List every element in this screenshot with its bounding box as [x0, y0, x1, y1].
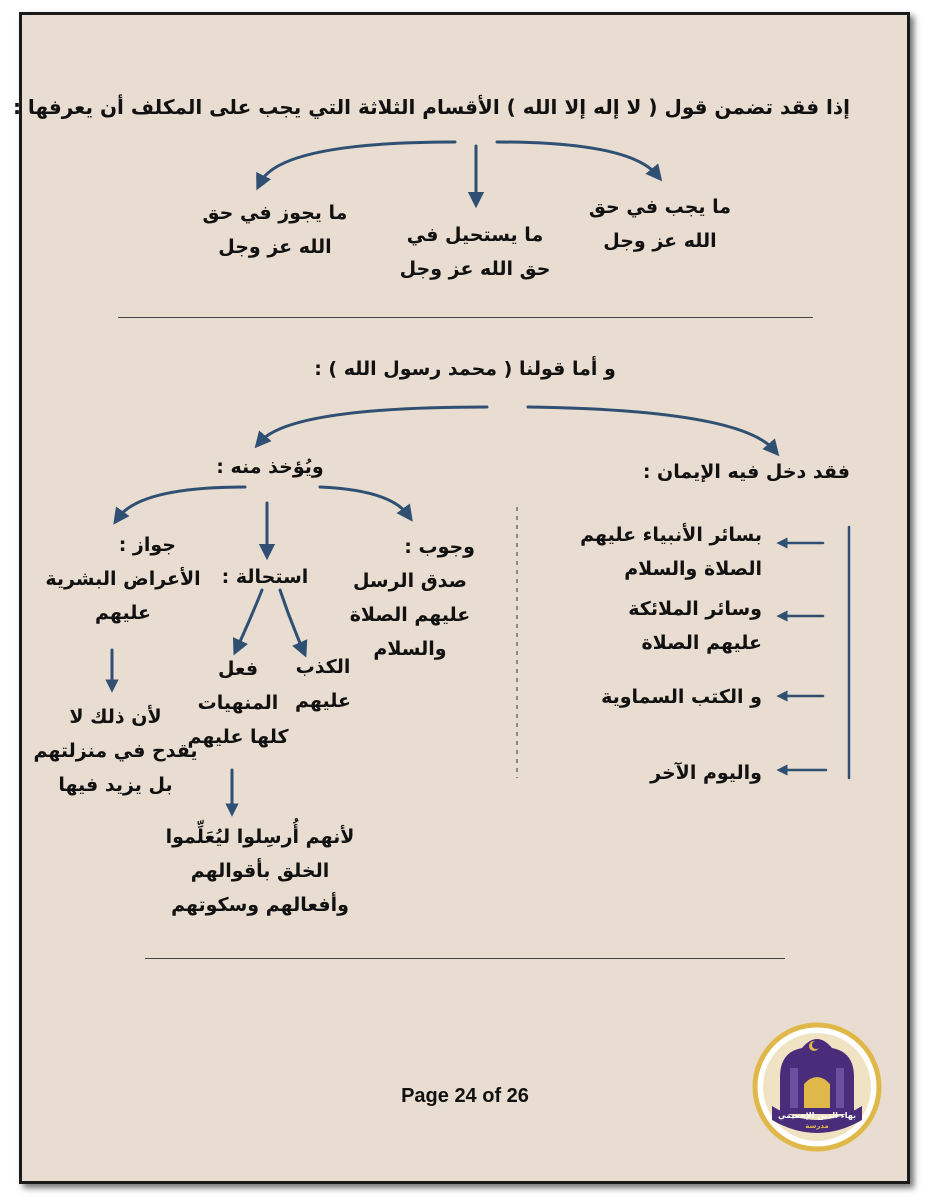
istihala-reason-line1: لأنهم أُرسِلوا ليُعَلِّموا: [165, 826, 355, 848]
branch-jaiz-line1: ما يجوز في حق: [202, 202, 348, 224]
iman-title: فقد دخل فيه الإيمان :: [642, 461, 850, 483]
istihala-fil-line1: فعل: [217, 658, 259, 680]
wujub-line3: والسلام: [373, 638, 447, 660]
yukhadh-title: ويُؤخذ منه :: [216, 456, 324, 478]
arrow-kadhib: [280, 590, 303, 650]
iman-item-books: و الكتب السماوية: [601, 686, 762, 708]
branch-wajib-line2: الله عز وجل: [603, 230, 717, 252]
section1-heading: إذا فقد تضمن قول ( لا إله إلا الله ) الأقسام الثلاثة التي يجب على المكلف أن يعرفها :: [12, 95, 850, 119]
iman-item-angels-line1: وسائر الملائكة: [628, 598, 762, 620]
istihala-reason-line3: وأفعالهم وسكوتهم: [171, 894, 349, 916]
iman-item-angels-line2: عليهم الصلاة: [641, 632, 762, 654]
page-number: Page 24 of 26: [401, 1085, 529, 1107]
istihala-title: استحالة :: [221, 566, 309, 588]
istihala-reason-line2: الخلق بأقوالهم: [190, 860, 330, 882]
branch-jaiz-line2: الله عز وجل: [218, 236, 332, 258]
wujub-line2: عليهم الصلاة: [349, 604, 471, 626]
istihala-kadhib-line1: الكذب: [295, 656, 351, 678]
jawaz-line1: الأعراض البشرية: [45, 568, 201, 590]
istihala-fil-line3: كلها عليهم: [187, 726, 289, 748]
istihala-fil-line2: المنهيات: [197, 692, 279, 714]
arrow-s2-right: [528, 407, 774, 450]
istihala-kadhib-line2: عليهم: [295, 690, 351, 712]
wujub-title: وجوب :: [404, 536, 475, 558]
iman-item-prophets-line1: بسائر الأنبياء عليهم: [580, 524, 762, 546]
jawaz-reason-line3: بل يزيد فيها: [58, 774, 173, 796]
school-logo: [752, 1022, 882, 1152]
arrow-s1-left: [260, 142, 455, 183]
wujub-line1: صدق الرسل: [352, 570, 468, 592]
jawaz-reason-line2: يقدح في منزلتهم: [33, 740, 198, 762]
jawaz-line2: عليهم: [95, 602, 151, 624]
arrow-fil: [237, 590, 262, 648]
logo-text-line1: بهاء الدين الإخميمي: [777, 1111, 857, 1120]
iman-item-prophets-line2: الصلاة والسلام: [624, 558, 762, 580]
iman-item-lastday: واليوم الآخر: [650, 762, 762, 784]
arrow-s2-left: [260, 407, 487, 442]
section2-heading: و أما قولنا ( محمد رسول الله ) :: [314, 358, 616, 380]
jawaz-reason-line1: لأن ذلك لا: [69, 706, 162, 728]
logo-text-line2: مدرسة: [805, 1122, 829, 1130]
jawaz-title: جواز :: [118, 534, 176, 556]
branch-mustahil-line2: حق الله عز وجل: [399, 258, 551, 280]
arrow-jawaz: [118, 487, 245, 518]
arrow-wujub: [320, 487, 408, 515]
branch-wajib-line1: ما يجب في حق: [588, 196, 732, 218]
arrow-s1-right: [497, 142, 657, 175]
branch-mustahil-line1: ما يستحيل في: [406, 224, 544, 246]
